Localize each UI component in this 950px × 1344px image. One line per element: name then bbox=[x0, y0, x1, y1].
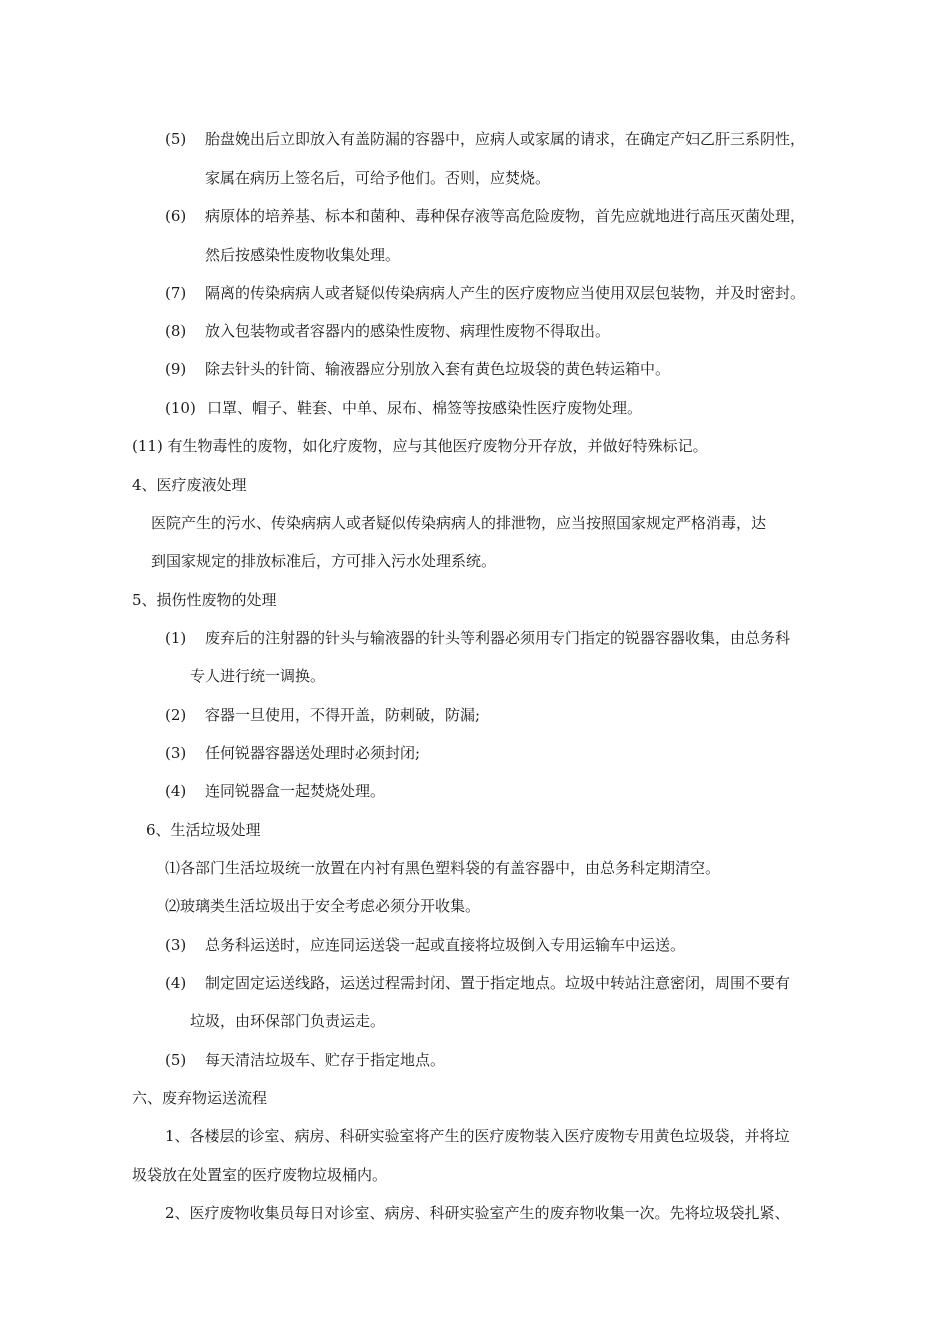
text-line: 垃圾，由环保部门负责运走。 bbox=[190, 1012, 386, 1030]
text-line: 总务科运送时，应连同运送袋一起或直接将垃圾倒入专用运输车中运送。 bbox=[205, 936, 686, 954]
text-line: 口罩、帽子、鞋套、中单、尿布、棉签等按感染性医疗废物处理。 bbox=[207, 399, 643, 417]
text-line: (11) 有生物毒性的废物，如化疗废物，应与其他医疗废物分开存放，并做好特殊标记。 bbox=[132, 437, 708, 455]
text-line: 连同锐器盒一起焚烧处理。 bbox=[205, 782, 386, 800]
text-line: 专人进行统一调换。 bbox=[190, 667, 326, 685]
item-number: (2) bbox=[165, 706, 187, 724]
section-heading: 六、废弃物运送流程 bbox=[132, 1089, 268, 1107]
section-heading: 6、生活垃圾处理 bbox=[146, 821, 261, 839]
text-line: 病原体的培养基、标本和菌种、毒种保存液等高危险废物，首先应就地进行高压灭菌处理， bbox=[205, 207, 806, 225]
item-number: (1) bbox=[165, 629, 187, 647]
item-number: (3) bbox=[165, 936, 187, 954]
text-line: 放入包装物或者容器内的感染性废物、病理性废物不得取出。 bbox=[205, 322, 611, 340]
text-line: 废弃后的注射器的针头与输液器的针头等利器必须用专门指定的锐器容器收集，由总务科 bbox=[205, 629, 791, 647]
text-line: 圾袋放在处置室的医疗废物垃圾桶内。 bbox=[132, 1166, 388, 1184]
item-number: (4) bbox=[165, 782, 187, 800]
text-line: 容器一旦使用，不得开盖，防刺破，防漏; bbox=[205, 706, 481, 724]
text-line: 制定固定运送线路，运送过程需封闭、置于指定地点。垃圾中转站注意密闭，周围不要有 bbox=[205, 974, 791, 992]
text-line: 每天清洁垃圾车、贮存于指定地点。 bbox=[205, 1051, 446, 1069]
item-number: (6) bbox=[165, 207, 187, 225]
item-number: (5) bbox=[165, 1051, 187, 1069]
text-line: 隔离的传染病病人或者疑似传染病病人产生的医疗废物应当使用双层包装物，并及时密封。 bbox=[205, 284, 806, 302]
text-line: 到国家规定的排放标准后，方可排入污水处理系统。 bbox=[151, 552, 497, 570]
text-line: 医院产生的污水、传染病病人或者疑似传染病病人的排泄物，应当按照国家规定严格消毒，达 bbox=[151, 514, 767, 532]
text-line: 1、各楼层的诊室、病房、科研实验室将产生的医疗废物装入医疗废物专用黄色垃圾袋，并将垃 bbox=[165, 1127, 790, 1145]
item-number: (4) bbox=[165, 974, 187, 992]
text-line: 2、医疗废物收集员每日对诊室、病房、科研实验室产生的废弃物收集一次。先将垃圾袋扎紧、 bbox=[165, 1204, 790, 1222]
item-number: (8) bbox=[165, 322, 187, 340]
text-line: 任何锐器容器送处理时必须封闭; bbox=[205, 744, 421, 762]
section-heading: 4、医疗废液处理 bbox=[132, 476, 247, 494]
text-line: ⑵玻璃类生活垃圾出于安全考虑必须分开收集。 bbox=[165, 897, 481, 915]
item-number: (9) bbox=[165, 360, 187, 378]
text-line: 然后按感染性废物收集处理。 bbox=[205, 246, 401, 264]
text-line: 除去针头的针筒、输液器应分别放入套有黄色垃圾袋的黄色转运箱中。 bbox=[205, 360, 671, 378]
item-number: (7) bbox=[165, 284, 187, 302]
text-line: 胎盘娩出后立即放入有盖防漏的容器中，应病人或家属的请求，在确定产妇乙肝三系阴性， bbox=[205, 130, 806, 148]
item-number: (3) bbox=[165, 744, 187, 762]
item-number: (10) bbox=[165, 399, 196, 417]
item-number: (5) bbox=[165, 130, 187, 148]
text-line: ⑴各部门生活垃圾统一放置在内衬有黑色塑料袋的有盖容器中，由总务科定期清空。 bbox=[165, 859, 721, 877]
section-heading: 5、损伤性废物的处理 bbox=[132, 591, 277, 609]
text-line: 家属在病历上签名后，可给予他们。否则，应焚烧。 bbox=[205, 169, 551, 187]
